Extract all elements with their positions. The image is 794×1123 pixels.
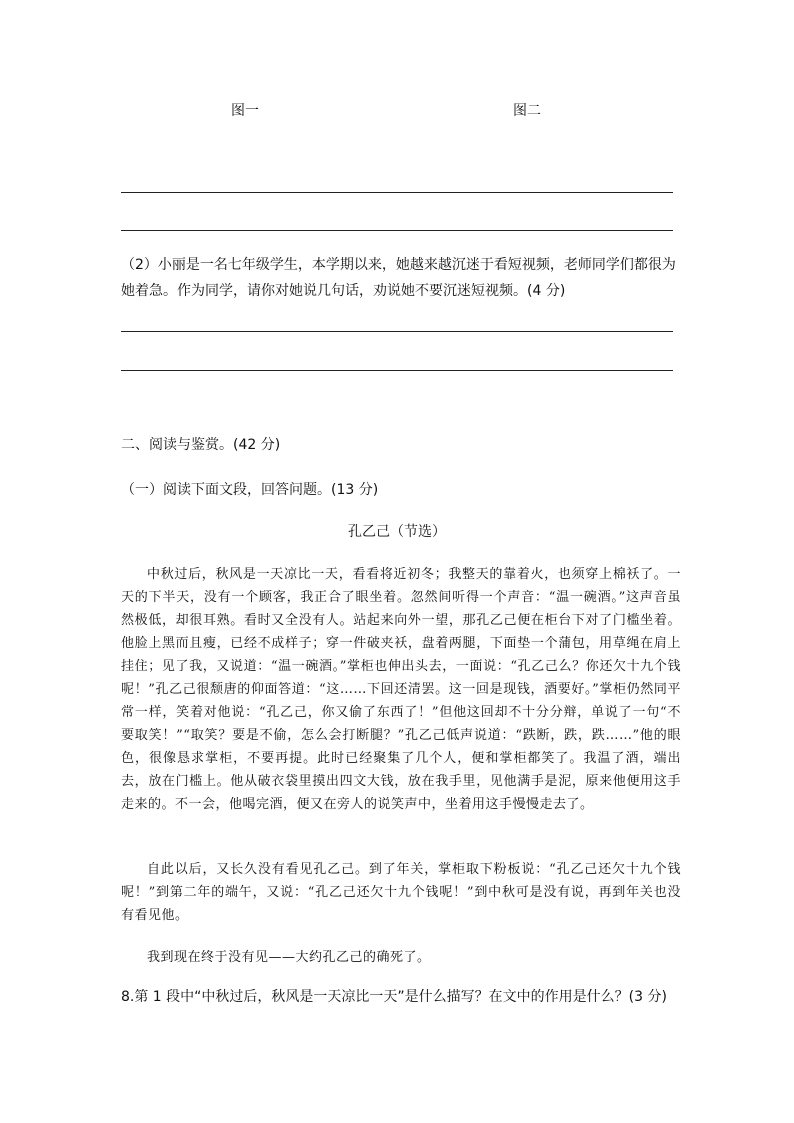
part-heading: （一）阅读下面文段，回答问题。(13 分)	[121, 482, 379, 498]
passage-paragraph-1: 中秋过后，秋风是一天凉比一天，看看将近初冬；我整天的靠着火，也须穿上棉袄了。一天的下半天，没有一个顾客，我正合了眼坐着。忽然间听得一个声音：“温一碗酒。”这声音虽然极低，却很耳熟。看时又全没有人。站起来向外一望，那孔乙己便在柜台下对了门槛坐着。他脸上黑而且瘦，已经不成样子；穿一件破夹袄，盘着两腿，下面垫一个蒲包，用草绳在肩上挂住；见了我，又说道：“温一碗酒。”掌柜也伸出头去，一面说：“孔乙己么？你还欠十九个钱呢！”孔乙己很颓唐的仰面答道：“这……下回还清罢。这一回是现钱，酒要好。”掌柜仍然同平常一样，笑着对他说：“孔乙己，你又偷了东西了！”但他这回却不十分分辩，单说了一句“不要取笑！”“取笑？要是不偷，怎么会打断腿？”孔乙己低声说道：“跌断，跌，跌……”他的眼色，很像恳求掌柜，不要再提。此时已经聚集了几个人，便和掌柜都笑了。我温了酒，端出去，放在门槛上。他从破衣袋里摸出四文大钱，放在我手里，见他满手是泥，原来他便用这手走来的。不一会，他喝完酒，便又在旁人的说笑声中，坐着用这手慢慢走去了。	[121, 567, 681, 812]
answer-line[interactable]	[121, 230, 673, 231]
figure-2-label: 图二	[513, 103, 541, 119]
question-2-text: （2）小丽是一名七年级学生，本学期以来，她越来越沉迷于看短视频，老师同学们都很为她着急。作为同学，请你对她说几句话，劝说她不要沉迷短视频。(4 分)	[121, 257, 676, 299]
answer-line[interactable]	[121, 370, 673, 371]
answer-line[interactable]	[121, 192, 673, 193]
answer-line[interactable]	[121, 331, 673, 332]
passage-paragraph-2: 自此以后，又长久没有看见孔乙己。到了年关，掌柜取下粉板说：“孔乙己还欠十九个钱呢！”到第二年的端午，又说：“孔乙己还欠十九个钱呢！”到中秋可是没有说，再到年关也没有看见他。	[121, 862, 681, 923]
passage-title: 孔乙己（节选）	[348, 524, 446, 540]
figure-1-label: 图一	[231, 103, 259, 119]
passage-paragraph-3: 我到现在终于没有见——大约孔乙己的确死了。	[147, 950, 431, 965]
question-8-text: 8.第 1 段中“中秋过后，秋风是一天凉比一天”是什么描写？在文中的作用是什么？(3 分)	[121, 989, 667, 1005]
section-heading: 二、阅读与鉴赏。(42 分)	[121, 437, 281, 453]
